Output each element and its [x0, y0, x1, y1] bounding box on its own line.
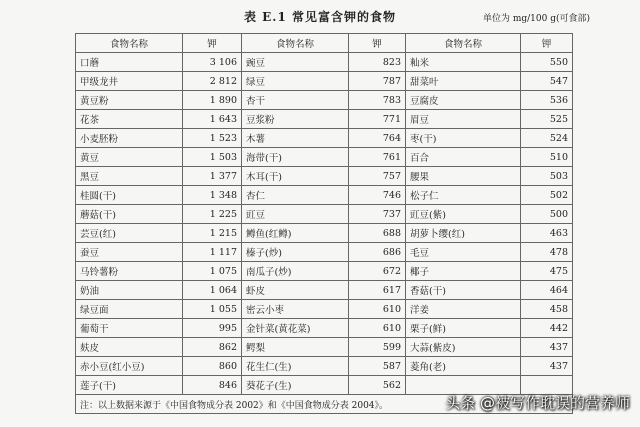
- food-name-cell: 马铃薯粉: [76, 262, 183, 281]
- food-name-cell: 杏仁: [242, 186, 349, 205]
- potassium-value-cell: 587: [349, 357, 406, 376]
- food-name-cell: 豆浆粉: [242, 110, 349, 129]
- food-name-cell: 葵花子(生): [242, 376, 349, 395]
- potassium-value-cell: 547: [521, 72, 573, 91]
- potassium-value-cell: 771: [349, 110, 406, 129]
- table-row: [76, 319, 573, 338]
- table-row: [76, 186, 573, 205]
- food-name-cell: 花茶: [76, 110, 183, 129]
- food-name-cell: 豇豆: [242, 205, 349, 224]
- potassium-value-cell: 2 812: [183, 72, 242, 91]
- table-row: [76, 338, 573, 357]
- potassium-value-cell: 502: [521, 186, 573, 205]
- potassium-value-cell: 1 523: [183, 129, 242, 148]
- food-name-cell: 百合: [406, 148, 521, 167]
- food-name-cell: 腰果: [406, 167, 521, 186]
- food-name-cell: 金针菜(黄花菜): [242, 319, 349, 338]
- header-row: [76, 34, 573, 53]
- food-name-cell: 豆腐皮: [406, 91, 521, 110]
- potassium-value-cell: 610: [349, 319, 406, 338]
- food-name-cell: 黄豆粉: [76, 91, 183, 110]
- food-name-cell: 枣(干): [406, 129, 521, 148]
- potassium-value-cell: 846: [183, 376, 242, 395]
- table-row: [76, 243, 573, 262]
- potassium-value-cell: 562: [349, 376, 406, 395]
- food-name-cell: 口蘑: [76, 53, 183, 72]
- potassium-value-cell: 672: [349, 262, 406, 281]
- potassium-value-cell: 757: [349, 167, 406, 186]
- potassium-value-cell: 1 055: [183, 300, 242, 319]
- source-note: 注：以上数据来源于《中国食物成分表 2002》和《中国食物成分表 2004》。: [76, 395, 573, 414]
- potassium-value-cell: 550: [521, 53, 573, 72]
- potassium-value-cell: 610: [349, 300, 406, 319]
- food-name-cell: 黄豆: [76, 148, 183, 167]
- food-name-cell: 鳟鱼(红鳟): [242, 224, 349, 243]
- food-name-cell: 小麦胚粉: [76, 129, 183, 148]
- food-name-cell: 海带(干): [242, 148, 349, 167]
- food-name-cell: 眉豆: [406, 110, 521, 129]
- food-name-cell: 葡萄干: [76, 319, 183, 338]
- potassium-value-cell: 437: [521, 357, 573, 376]
- food-name-cell: 莲子(干): [76, 376, 183, 395]
- potassium-value-cell: 464: [521, 281, 573, 300]
- potassium-value-cell: 458: [521, 300, 573, 319]
- potassium-value-cell: 686: [349, 243, 406, 262]
- potassium-value-cell: 783: [349, 91, 406, 110]
- column-header: 钾: [183, 34, 242, 53]
- food-name-cell: 洋姜: [406, 300, 521, 319]
- table-row: [76, 300, 573, 319]
- food-name-cell: 绿豆: [242, 72, 349, 91]
- food-name-cell: 杏干: [242, 91, 349, 110]
- food-name-cell: 木薯: [242, 129, 349, 148]
- potassium-value-cell: 475: [521, 262, 573, 281]
- potassium-value-cell: 536: [521, 91, 573, 110]
- food-name-cell: 榛子(炒): [242, 243, 349, 262]
- food-name-cell: 蘑菇(干): [76, 205, 183, 224]
- table-title: 表 E.1 常见富含钾的食物: [243, 10, 397, 24]
- food-name-cell: 毛豆: [406, 243, 521, 262]
- potassium-value-cell: 1 377: [183, 167, 242, 186]
- potassium-value-cell: 437: [521, 338, 573, 357]
- food-name-cell: 密云小枣: [242, 300, 349, 319]
- potassium-value-cell: 862: [183, 338, 242, 357]
- food-name-cell: 大蒜(紫皮): [406, 338, 521, 357]
- potassium-value-cell: 478: [521, 243, 573, 262]
- potassium-value-cell: 510: [521, 148, 573, 167]
- food-name-cell: 黑豆: [76, 167, 183, 186]
- potassium-value-cell: 1 225: [183, 205, 242, 224]
- potassium-value-cell: 599: [349, 338, 406, 357]
- table-row: [76, 167, 573, 186]
- potassium-value-cell: 442: [521, 319, 573, 338]
- watermark: 头条 @被写作耽误的营养师: [445, 394, 630, 412]
- table-row: [76, 72, 573, 91]
- food-name-cell: 松子仁: [406, 186, 521, 205]
- food-name-cell: 麸皮: [76, 338, 183, 357]
- potassium-value-cell: 3 106: [183, 53, 242, 72]
- potassium-value-cell: 1 064: [183, 281, 242, 300]
- table-row: [76, 224, 573, 243]
- table-row: [76, 357, 573, 376]
- potassium-value-cell: 823: [349, 53, 406, 72]
- potassium-value-cell: 1 075: [183, 262, 242, 281]
- food-name-cell: 甜菜叶: [406, 72, 521, 91]
- potassium-value-cell: 761: [349, 148, 406, 167]
- potassium-value-cell: 688: [349, 224, 406, 243]
- potassium-value-cell: 995: [183, 319, 242, 338]
- table-row: [76, 110, 573, 129]
- potassium-value-cell: 503: [521, 167, 573, 186]
- potassium-value-cell: 1 890: [183, 91, 242, 110]
- food-name-cell: 赤小豆(红小豆): [76, 357, 183, 376]
- table-row: [76, 205, 573, 224]
- column-header: 食物名称: [76, 34, 183, 53]
- potassium-value-cell: 525: [521, 110, 573, 129]
- unit-label: 单位为 mg/100 g(可食部): [482, 14, 590, 24]
- column-header: 食物名称: [242, 34, 349, 53]
- potassium-value-cell: 1 348: [183, 186, 242, 205]
- potassium-value-cell: 1 215: [183, 224, 242, 243]
- potassium-value-cell: 1 643: [183, 110, 242, 129]
- food-name-cell: 栗子(鲜): [406, 319, 521, 338]
- food-name-cell: 木耳(干): [242, 167, 349, 186]
- food-name-cell: 桂圆(干): [76, 186, 183, 205]
- column-header: 钾: [349, 34, 406, 53]
- food-name-cell: 胡萝卜缨(红): [406, 224, 521, 243]
- table-row: [76, 129, 573, 148]
- food-name-cell: 籼米: [406, 53, 521, 72]
- potassium-value-cell: 463: [521, 224, 573, 243]
- food-name-cell: 甲级龙井: [76, 72, 183, 91]
- potassium-value-cell: 787: [349, 72, 406, 91]
- potassium-food-table: [75, 33, 573, 414]
- food-name-cell: 花生仁(生): [242, 357, 349, 376]
- food-name-cell: 菱角(老): [406, 357, 521, 376]
- table-body: [76, 53, 573, 395]
- potassium-value-cell: 746: [349, 186, 406, 205]
- potassium-value-cell: 524: [521, 129, 573, 148]
- column-header: 钾: [521, 34, 573, 53]
- table-row: [76, 281, 573, 300]
- potassium-value-cell: 617: [349, 281, 406, 300]
- column-header: 食物名称: [406, 34, 521, 53]
- potassium-value-cell: 764: [349, 129, 406, 148]
- potassium-value-cell: 1 503: [183, 148, 242, 167]
- food-name-cell: 椰子: [406, 262, 521, 281]
- potassium-value-cell: 1 117: [183, 243, 242, 262]
- food-name-cell: 豇豆(紫): [406, 205, 521, 224]
- table-row: [76, 148, 573, 167]
- food-name-cell: 奶油: [76, 281, 183, 300]
- food-name-cell: 鳄梨: [242, 338, 349, 357]
- food-name-cell: 蚕豆: [76, 243, 183, 262]
- food-name-cell: 芸豆(红): [76, 224, 183, 243]
- potassium-value-cell: 737: [349, 205, 406, 224]
- food-name-cell: 绿豆面: [76, 300, 183, 319]
- table-row: [76, 91, 573, 110]
- food-name-cell: 豌豆: [242, 53, 349, 72]
- potassium-value-cell: 500: [521, 205, 573, 224]
- table-row: [76, 53, 573, 72]
- food-name-cell: 南瓜子(炒): [242, 262, 349, 281]
- potassium-value-cell: 860: [183, 357, 242, 376]
- table-row: [76, 262, 573, 281]
- food-name-cell: 香菇(干): [406, 281, 521, 300]
- food-name-cell: 虾皮: [242, 281, 349, 300]
